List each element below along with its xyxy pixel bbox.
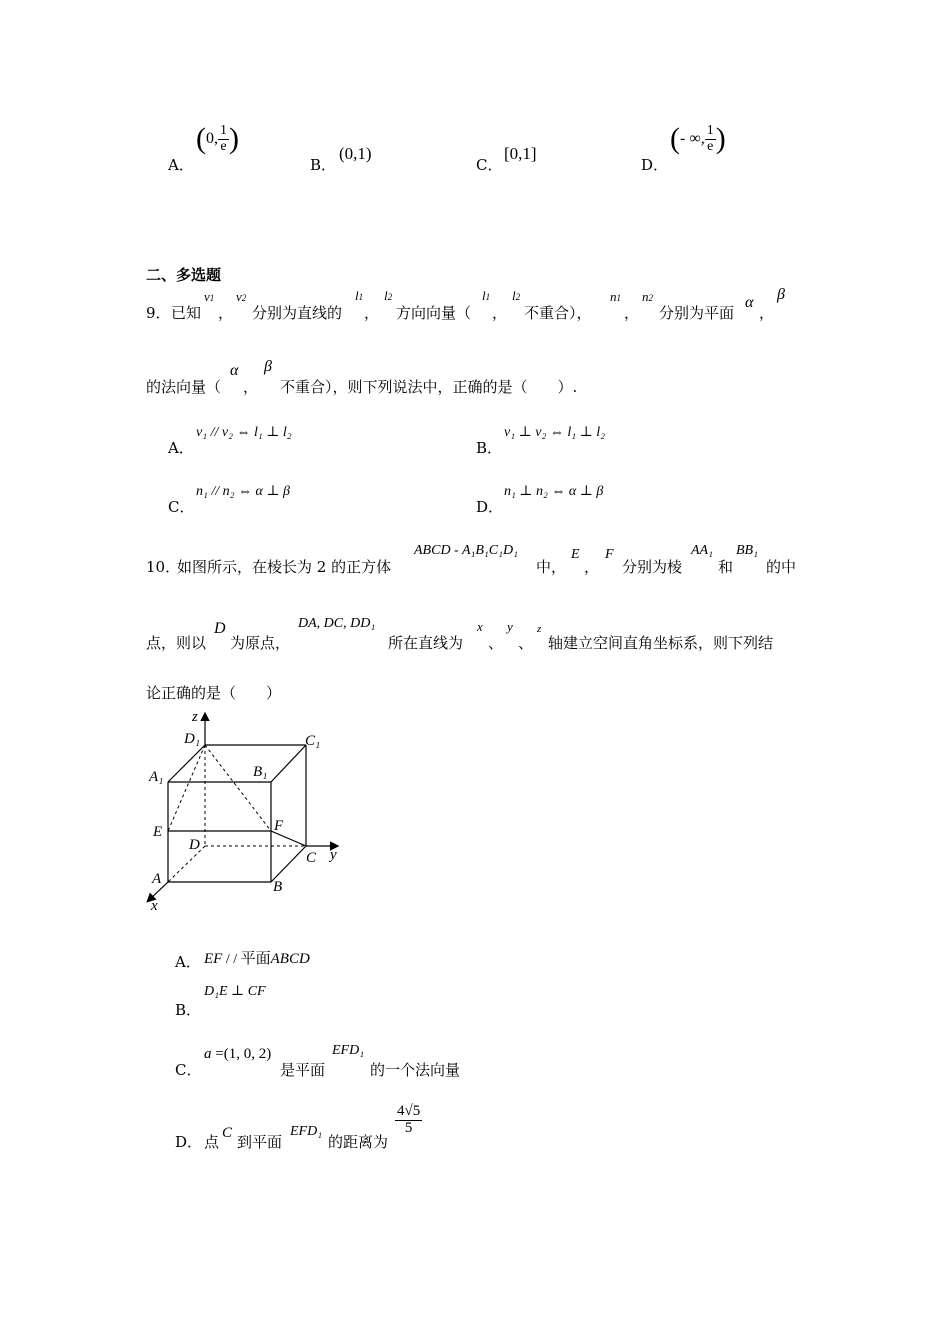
q9-sep: ， xyxy=(759,304,775,322)
q9-v1: v1 xyxy=(204,289,215,304)
q10-x: x xyxy=(477,619,483,634)
q10-option-d-text: 的距离为 xyxy=(328,1133,389,1151)
q8-option-c-label: C． xyxy=(476,156,503,174)
q9-l1: l1 xyxy=(482,288,491,303)
q10-text: 所在直线为 xyxy=(388,634,464,652)
q10-e: E xyxy=(571,547,580,562)
fig-label-z: z xyxy=(192,709,198,725)
q9-sep: ， xyxy=(492,304,508,322)
q10-text: 和 xyxy=(718,558,734,576)
q9-option-a-expr: v₁ // v₂ ⇔ l₁ ⊥ l₂ xyxy=(196,425,292,440)
q10-text: 论正确的是（ ） xyxy=(146,684,282,702)
fig-label-x: x xyxy=(151,898,158,914)
q10-option-d-point: C xyxy=(222,1125,233,1141)
q10-option-d-fraction: $\frac{4√5}{5}$ xyxy=(397,1103,421,1136)
q10-y: y xyxy=(507,619,513,634)
q10-option-c-text: 是平面 xyxy=(280,1061,326,1079)
q9-n2: n2 xyxy=(642,289,653,304)
q9-beta: β xyxy=(264,358,272,375)
q9-l2: l2 xyxy=(512,288,521,303)
q9-option-c-expr: n₁ // n₂ ⇔ α ⊥ β xyxy=(196,484,291,499)
fig-label-a: A xyxy=(152,871,162,887)
q9-sep: ， xyxy=(243,378,259,396)
q10-text: 的中 xyxy=(766,558,797,576)
q10-option-d-plane: EFD₁ xyxy=(290,1124,323,1139)
q10-option-b-label: B． xyxy=(175,1001,202,1019)
q10-bb1: BB₁ xyxy=(736,543,758,558)
q8-option-a-expr: (0, $\frac{1}{e}$ ) xyxy=(196,122,239,156)
fig-label-b: B xyxy=(273,879,283,895)
q10-option-d-text: 点 xyxy=(204,1133,220,1151)
section-title: 二、多选题 xyxy=(146,266,222,284)
q10-cube: ABCD - A₁B₁C₁D₁ xyxy=(414,543,518,558)
q9-beta: β xyxy=(777,286,785,303)
q9-number: 9． xyxy=(146,304,171,322)
q10-option-c-text: 的一个法向量 xyxy=(370,1061,461,1079)
q9-alpha: α xyxy=(230,362,239,379)
q10-aa1: AA₁ xyxy=(691,543,713,558)
fig-label-c1: C₁ xyxy=(305,733,321,749)
q10-dun: 、 xyxy=(518,634,534,652)
q8-option-a-label: A． xyxy=(168,156,194,174)
q10-f: F xyxy=(605,547,614,562)
q10-option-d-label: D． xyxy=(175,1133,203,1151)
fig-label-e: E xyxy=(153,824,163,840)
q8-option-b-expr: (0,1) xyxy=(339,144,372,163)
fig-label-c: C xyxy=(306,850,317,866)
q9-option-d-expr: n₁ ⊥ n₂ ⇔ α ⊥ β xyxy=(504,484,604,499)
q9-alpha: α xyxy=(745,294,754,311)
q10-option-c-plane: EFD₁ xyxy=(332,1043,365,1058)
fig-label-d: D xyxy=(189,837,200,853)
q9-sep: ， xyxy=(624,304,640,322)
q10-dun: 、 xyxy=(488,634,504,652)
q10-z: z xyxy=(537,623,542,635)
q9-text: 已知 xyxy=(171,304,202,322)
q10-text: 分别为棱 xyxy=(622,558,683,576)
q10-text: 轴建立空间直角坐标系，则下列结 xyxy=(548,634,774,652)
fig-label-b1: B₁ xyxy=(253,764,268,780)
q10-text: 中， xyxy=(536,558,567,576)
cube-figure xyxy=(140,705,355,915)
q8-option-b-label: B． xyxy=(310,156,337,174)
q8-option-d-label: D． xyxy=(641,156,669,174)
q10-d: D xyxy=(214,620,226,637)
q10-option-c-label: C． xyxy=(175,1061,202,1079)
q9-text: 不重合）， xyxy=(524,304,592,322)
q10-text: 如图所示，在棱长为 2 的正方体 xyxy=(177,558,392,576)
q10-option-b-expr: D₁E ⊥ CF xyxy=(204,984,266,999)
q9-l1: l1 xyxy=(355,288,364,303)
q10-option-c-expr: a =(1, 0, 2) xyxy=(204,1046,272,1062)
q9-text: 的法向量（ xyxy=(146,378,222,396)
q9-option-b-expr: v₁ ⊥ v₂ ⇔ l₁ ⊥ l₂ xyxy=(504,425,606,440)
q8-option-d-expr: (- ∞, $\frac{1}{e}$ ) xyxy=(670,122,726,156)
q9-option-d-label: D． xyxy=(476,498,504,516)
q9-option-a-label: A． xyxy=(168,439,194,457)
q10-option-a-label: A． xyxy=(175,953,201,971)
q10-option-d-text: 到平面 xyxy=(237,1133,283,1151)
fig-label-a1: A₁ xyxy=(149,769,164,785)
q10-text: 为原点， xyxy=(230,634,291,652)
q10-option-a-expr: EF / / 平面ABCD xyxy=(204,949,310,967)
q10-axes: DA, DC, DD₁ xyxy=(298,616,376,631)
q10-sep: ， xyxy=(584,558,600,576)
q9-l2: l2 xyxy=(384,288,393,303)
q9-sep: ， xyxy=(364,304,380,322)
q9-sep: ， xyxy=(218,304,234,322)
q9-text: 分别为平面 xyxy=(659,304,735,322)
fig-label-f: F xyxy=(274,818,284,834)
fig-label-d1: D₁ xyxy=(184,731,201,747)
q8-option-c-expr: [0,1] xyxy=(504,144,537,163)
q9-option-b-label: B． xyxy=(476,439,503,457)
q9-n1: n1 xyxy=(610,289,621,304)
q9-text: 方向向量（ xyxy=(396,304,472,322)
fig-label-y: y xyxy=(330,847,337,863)
q9-text: 不重合），则下列说法中，正确的是（ ）. xyxy=(280,378,578,396)
q10-number: 10． xyxy=(146,558,181,576)
q9-text: 分别为直线的 xyxy=(252,304,343,322)
q10-text: 点，则以 xyxy=(146,634,207,652)
q9-v2: v2 xyxy=(236,289,247,304)
q9-option-c-label: C． xyxy=(168,498,195,516)
